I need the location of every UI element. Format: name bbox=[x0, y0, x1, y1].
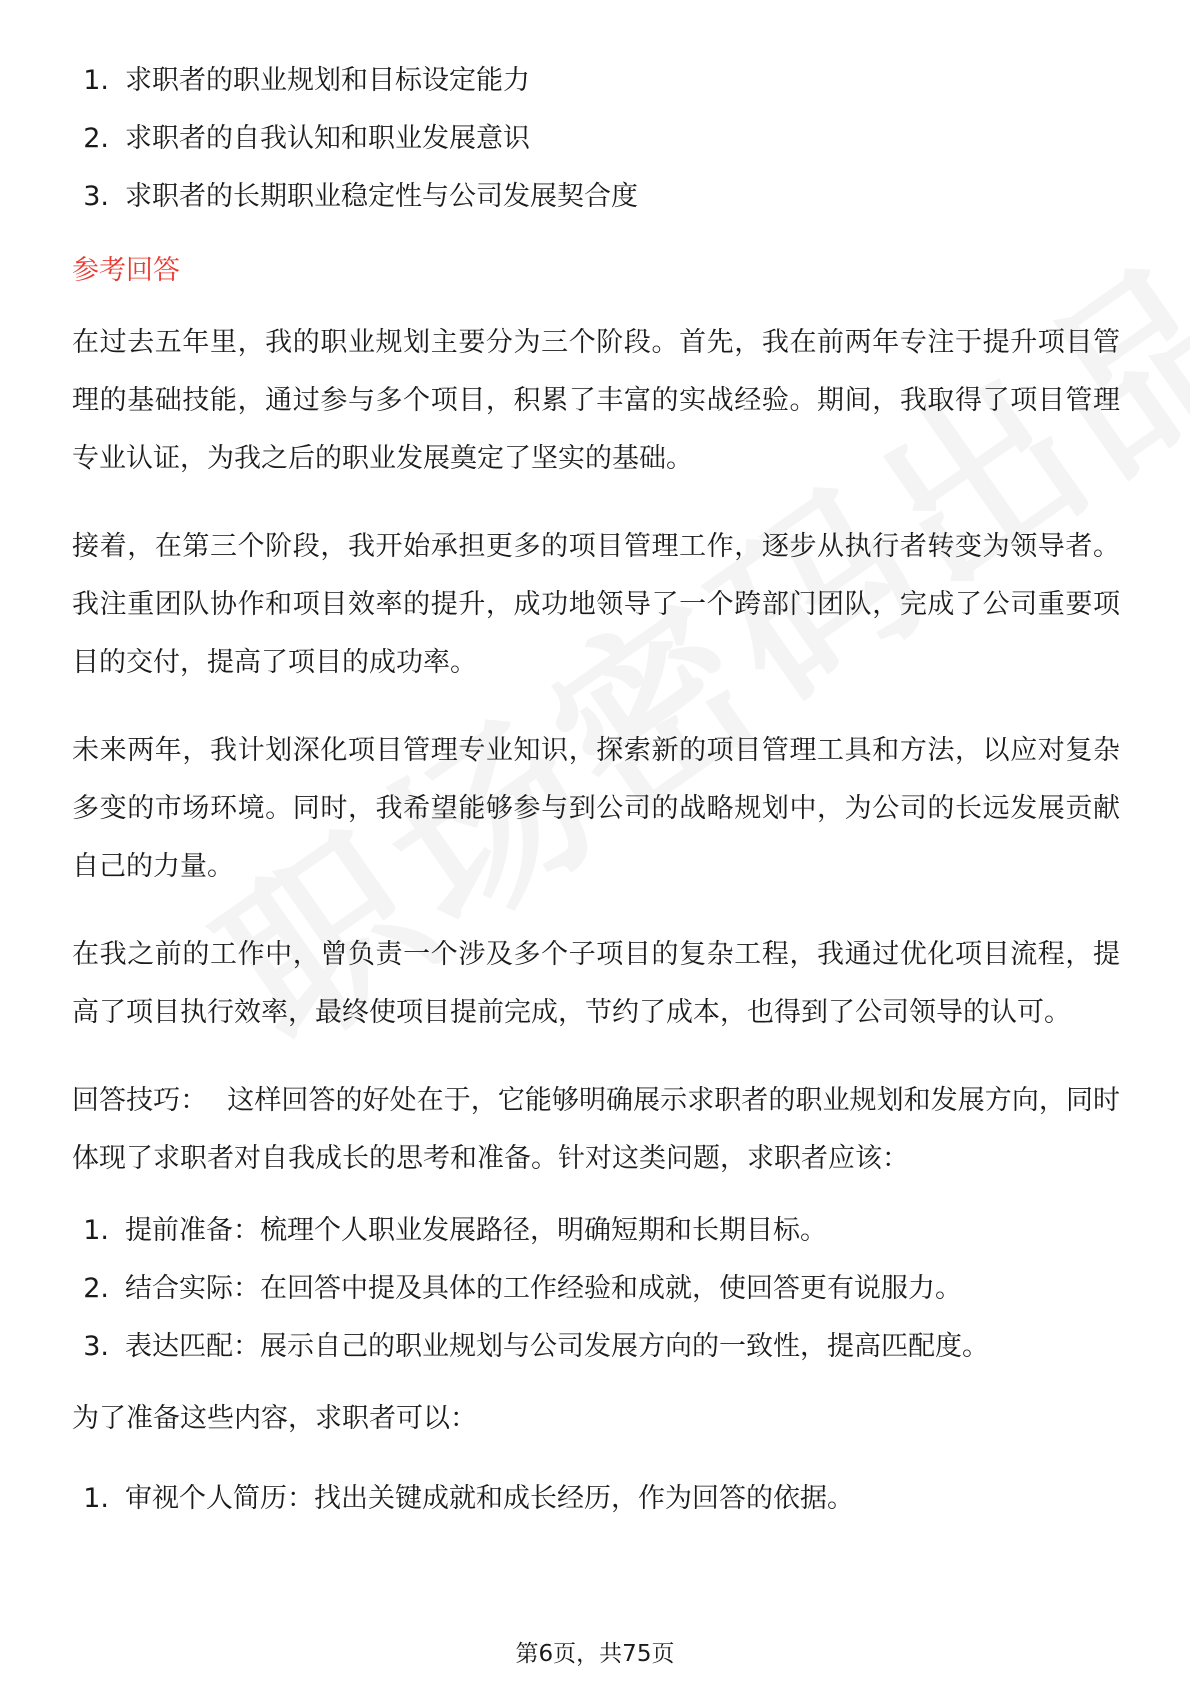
list-number: 1. bbox=[83, 65, 109, 96]
list-text: 表达匹配：展示自己的职业规划与公司发展方向的一致性，提高匹配度。 bbox=[125, 1331, 989, 1362]
list-item bbox=[72, 1202, 1120, 1260]
tips-list bbox=[72, 1202, 1120, 1376]
answer-heading: 参考回答 bbox=[72, 255, 180, 286]
prep-list bbox=[72, 1470, 1120, 1528]
list-number: 2. bbox=[83, 123, 109, 154]
paragraph: 在我之前的工作中，曾负责一个涉及多个子项目的复杂工程，我通过优化项目流程，提高了项目执行效率，最终使项目提前完成，节约了成本，也得到了公司领导的认可。 bbox=[72, 939, 1120, 1028]
list-item bbox=[72, 110, 1120, 168]
list-number: 3. bbox=[83, 181, 109, 212]
intro-list bbox=[72, 52, 1120, 226]
list-item bbox=[72, 1318, 1120, 1376]
tips-text: 这样回答的好处在于，它能够明确展示求职者的职业规划和发展方向，同时体现了求职者对自我成长的思考和准备。针对这类问题，求职者应该： bbox=[72, 1085, 1121, 1174]
list-number: 1. bbox=[83, 1483, 109, 1514]
tips-label: 回答技巧： bbox=[72, 1085, 208, 1116]
tips-paragraph bbox=[72, 1072, 1120, 1188]
document-body bbox=[72, 52, 1120, 1528]
list-number: 1. bbox=[83, 1215, 109, 1246]
list-number: 3. bbox=[83, 1331, 109, 1362]
list-item bbox=[72, 1470, 1120, 1528]
page-number: 第6页，共75页 bbox=[515, 1641, 675, 1667]
paragraph: 未来两年，我计划深化项目管理专业知识，探索新的项目管理工具和方法，以应对复杂多变的市场环境。同时，我希望能够参与到公司的战略规划中，为公司的长远发展贡献自己的力量。 bbox=[72, 735, 1120, 882]
list-item bbox=[72, 52, 1120, 110]
list-number: 2. bbox=[83, 1273, 109, 1304]
list-text: 求职者的职业规划和目标设定能力 bbox=[125, 65, 530, 96]
list-item bbox=[72, 1260, 1120, 1318]
paragraph: 接着，在第三个阶段，我开始承担更多的项目管理工作，逐步从执行者转变为领导者。我注重团队协作和项目效率的提升，成功地领导了一个跨部门团队，完成了公司重要项目的交付，提高了项目的成功率。 bbox=[72, 531, 1120, 678]
list-text: 提前准备：梳理个人职业发展路径，明确短期和长期目标。 bbox=[125, 1215, 827, 1246]
list-text: 求职者的自我认知和职业发展意识 bbox=[125, 123, 530, 154]
list-text: 求职者的长期职业稳定性与公司发展契合度 bbox=[125, 181, 638, 212]
list-item bbox=[72, 168, 1120, 226]
list-text: 审视个人简历：找出关键成就和成长经历，作为回答的依据。 bbox=[125, 1483, 854, 1514]
list-text: 结合实际：在回答中提及具体的工作经验和成就，使回答更有说服力。 bbox=[125, 1273, 962, 1304]
paragraph: 在过去五年里，我的职业规划主要分为三个阶段。首先，我在前两年专注于提升项目管理的基础技能，通过参与多个项目，积累了丰富的实战经验。期间，我取得了项目管理专业认证，为我之后的职业发展奠定了坚实的基础。 bbox=[72, 327, 1120, 474]
prep-intro: 为了准备这些内容，求职者可以： bbox=[72, 1403, 477, 1434]
